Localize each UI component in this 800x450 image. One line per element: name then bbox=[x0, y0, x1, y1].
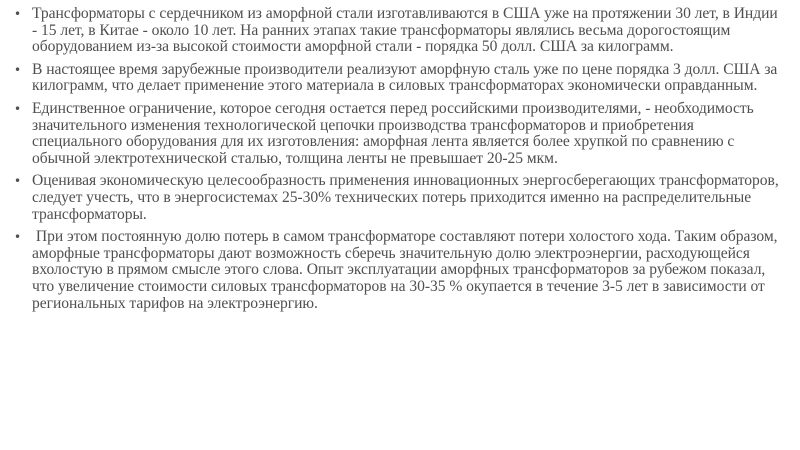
bullet-text-1: Трансформаторы с сердечником из аморфной стали изготавливаются в США уже на протяжении 30 лет, в Индии - 15 лет, в Китае - около 10 лет. На ранних этапах такие трансформаторы являлись весьма дорогостоящим оборудованием из-за высокой стоимости аморфной стали - порядка 50 долл. США за килограмм. bbox=[32, 5, 782, 56]
bullet-icon: • bbox=[14, 101, 22, 116]
bullet-item-5 bbox=[14, 229, 784, 312]
bullet-icon: • bbox=[14, 62, 22, 77]
bullet-icon: • bbox=[14, 7, 22, 21]
bullet-icon: • bbox=[14, 230, 22, 245]
bullet-text-5: При этом постоянную долю потерь в самом трансформаторе составляют потери холостого хода. Таким образом, аморфные трансформаторы дают возможность сберечь значительную долю электроэнергии, расходующейся вхолостую в прямом смысле этого слова. Опыт эксплуатации аморфных трансформаторов за рубежом показал, что увеличение стоимости силовых трансформаторов на 30-35 % окупается в течение 3-5 лет в зависимости от региональных тарифов на электроэнергию. bbox=[32, 228, 782, 312]
bullet-item-4 bbox=[14, 173, 784, 223]
bullet-item-1 bbox=[14, 6, 784, 56]
bullet-item-3 bbox=[14, 101, 784, 167]
bullet-icon: • bbox=[14, 174, 22, 189]
bullet-text-4: Оценивая экономическую целесообразность применения инновационных энергосберегающих трансформаторов, следует учесть, что в энергосистемах 25-30% технических потерь приходится именно на распределительные трансформаторы. bbox=[32, 172, 783, 223]
bullet-text-3: Единственное ограничение, которое сегодня остается перед российскими производителями, - необходимость значительного изменения технологической цепочки производства трансформаторов и приобретения специального оборудования для их изготовления: аморфная лента является более хрупкой по сравнению с обычной электротехнической сталью, толщина ленты не превышает 20-25 мкм. bbox=[32, 99, 758, 167]
bullet-list bbox=[14, 6, 784, 318]
bullet-item-2 bbox=[14, 62, 784, 95]
bullet-text-2: В настоящее время зарубежные производители реализуют аморфную сталь уже по цене порядка 3 долл. США за килограмм, что делает применение этого материала в силовых трансформаторах экономически оправданным. bbox=[32, 60, 782, 95]
